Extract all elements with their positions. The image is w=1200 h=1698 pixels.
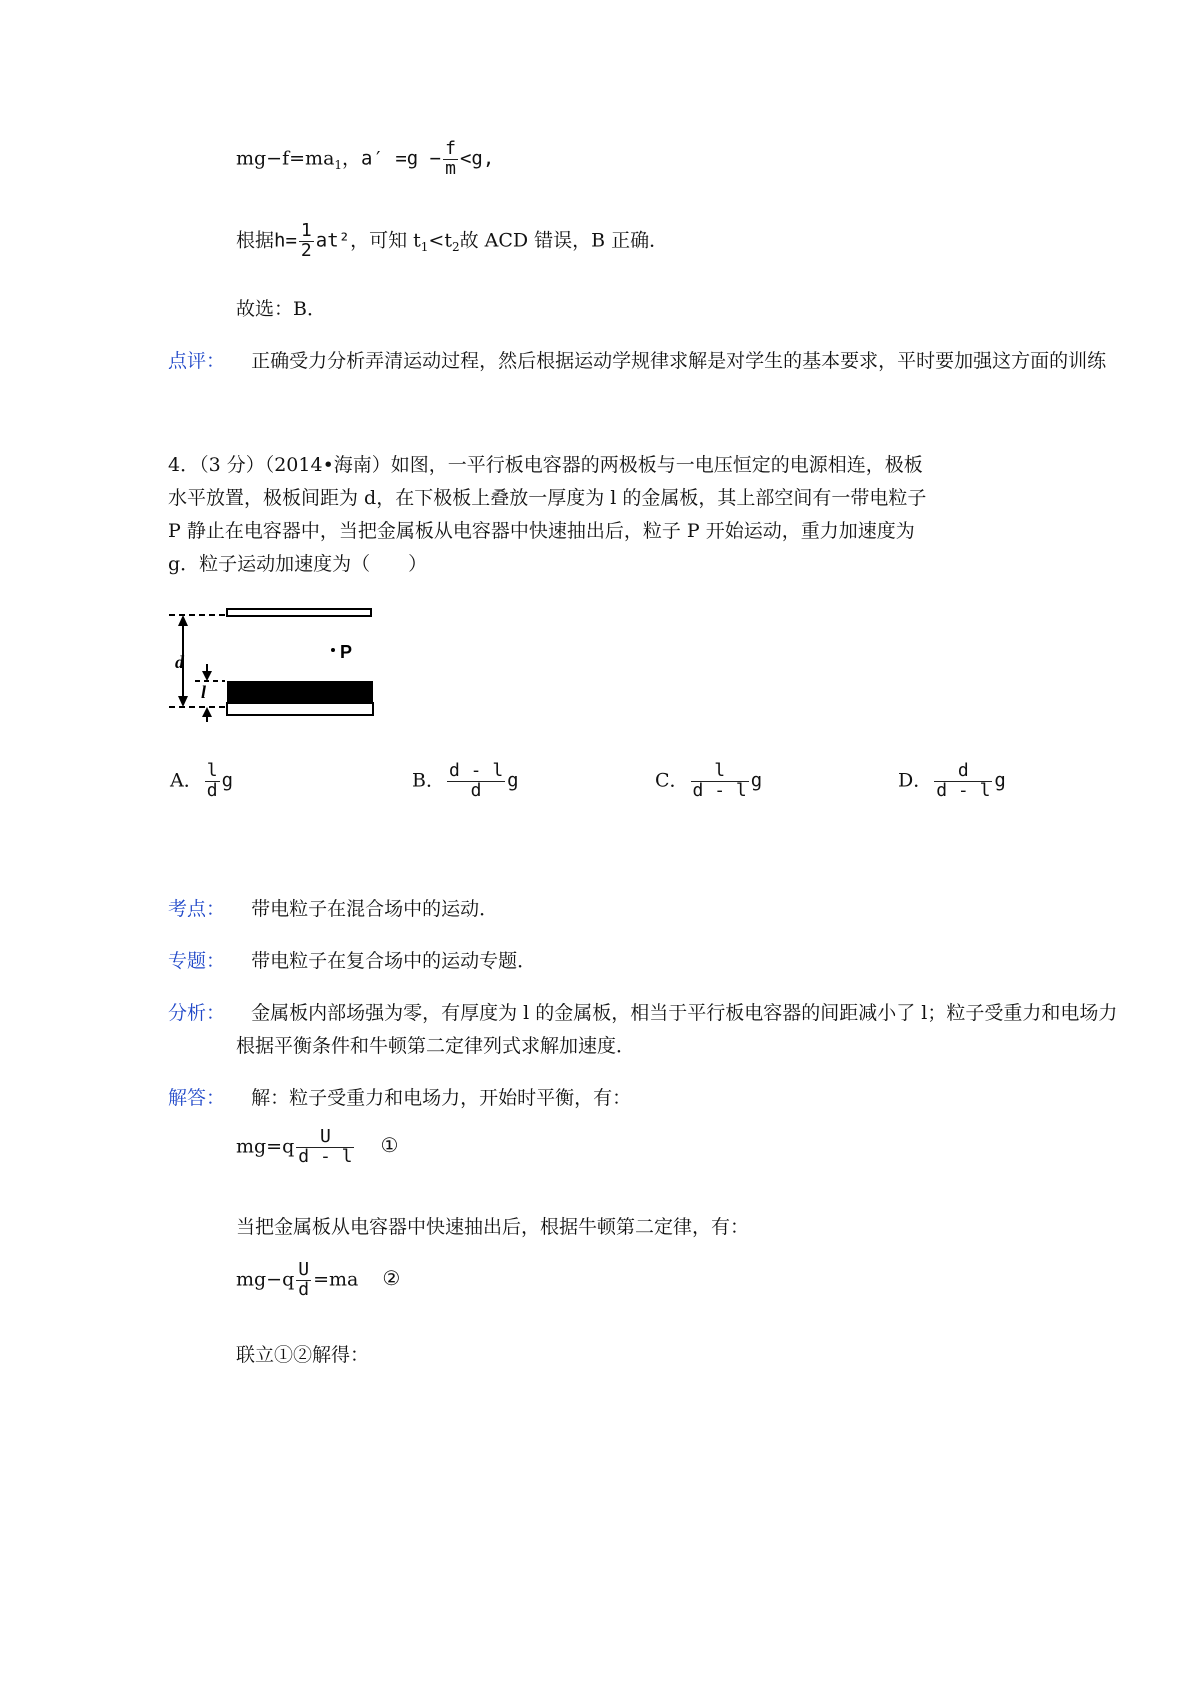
fraction-num: l: [714, 760, 726, 781]
subscript: 1: [334, 158, 343, 173]
bottom-plate: [227, 703, 373, 715]
solution-line-3: 故选：B．: [236, 298, 326, 320]
fraction-num: U: [319, 1126, 331, 1147]
fraction: [934, 762, 992, 801]
fraction: [691, 762, 749, 801]
fraction-den: d: [298, 1278, 310, 1300]
equation-mark: ②: [382, 1266, 401, 1291]
question-line: g．粒子运动加速度为（ ）: [168, 553, 428, 575]
question-line: 水平放置，极板间距为 d，在下极板上叠放一厚度为 l 的金属板，其上部空间有一带电粒子: [168, 487, 927, 509]
option-a[interactable]: [170, 762, 233, 801]
option-suffix: g: [221, 769, 234, 792]
eq-text: at²: [315, 229, 351, 252]
fraction-den: d - l: [692, 779, 747, 801]
subscript: 2: [451, 240, 460, 255]
capacitor-figure: [165, 600, 380, 725]
question-line: P 静止在电容器中，当把金属板从电容器中快速抽出后，粒子 P 开始运动，重力加速度为: [168, 520, 915, 542]
kaodian-text: 带电粒子在混合场中的运动．: [251, 898, 499, 920]
zhuanti-row: [168, 946, 536, 973]
equation-2: [236, 1261, 400, 1300]
equation-mark: ①: [380, 1133, 399, 1158]
fraction-den: 2: [300, 239, 312, 261]
comment-row: [168, 346, 1106, 373]
eq-text: =ma: [313, 1268, 359, 1291]
subscript: 1: [420, 240, 429, 255]
option-letter: A．: [170, 769, 203, 792]
text: 根据: [236, 229, 275, 252]
solution-line-1: [236, 140, 494, 179]
eq-text: ，a′ =g −: [342, 147, 442, 170]
eq-text: mg−f=ma: [236, 147, 335, 170]
fraction-den: m: [445, 157, 456, 179]
fraction-num: f: [445, 138, 456, 159]
fraction-den: d - l: [298, 1145, 353, 1167]
fraction-den: d: [447, 781, 505, 801]
fenxi-label: 分析：: [168, 1002, 226, 1024]
option-d[interactable]: [898, 762, 1006, 801]
label-p: P: [340, 642, 353, 662]
zhuanti-label: 专题：: [168, 950, 226, 972]
eq-text: mg=q: [236, 1135, 295, 1158]
text: 故 ACD 错误，B 正确．: [459, 229, 669, 252]
metal-slab: [227, 681, 373, 703]
particle-dot: [331, 648, 335, 652]
equation-1: [236, 1128, 398, 1167]
fraction: [296, 1261, 311, 1300]
text: ，可知 t: [350, 229, 421, 252]
fraction-num: d: [957, 760, 969, 781]
fraction-num: 1: [300, 220, 312, 241]
fraction-num: d - l: [448, 760, 504, 781]
option-c[interactable]: [655, 762, 762, 801]
kaodian-label: 考点：: [168, 898, 226, 920]
option-suffix: g: [507, 769, 519, 792]
arrow-down-icon: [202, 671, 212, 681]
fraction: [447, 762, 505, 801]
fenxi-text: 金属板内部场强为零，有厚度为 l 的金属板，相当于平行板电容器的间距减小了 l；粒子受重力和电场力: [251, 1002, 1118, 1024]
text: <t: [428, 229, 452, 252]
option-letter: B．: [412, 769, 445, 792]
arrow-up-icon: [178, 615, 188, 626]
label-d: d: [175, 652, 184, 672]
arrow-down-icon: [178, 696, 188, 707]
fraction-num: l: [206, 760, 218, 781]
fraction: [299, 222, 314, 261]
option-suffix: g: [750, 769, 763, 792]
jieda-line-3: 联立①②解得：: [236, 1344, 370, 1366]
option-letter: D．: [898, 769, 933, 792]
fraction: [205, 762, 220, 801]
label-l: l: [201, 682, 207, 702]
jieda-line-2: 当把金属板从电容器中快速抽出后，根据牛顿第二定律，有：: [236, 1216, 750, 1238]
fenxi-line-2: 根据平衡条件和牛顿第二定律列式求解加速度．: [236, 1035, 636, 1057]
kaodian-row: [168, 894, 498, 921]
option-b[interactable]: [412, 762, 519, 801]
fraction-den: d: [206, 779, 218, 801]
jieda-text: 解：粒子受重力和电场力，开始时平衡，有：: [251, 1087, 632, 1109]
comment-text: 正确受力分析弄清运动过程，然后根据运动学规律求解是对学生的基本要求，平时要加强这方面的训练: [251, 350, 1107, 372]
option-suffix: g: [994, 769, 1006, 792]
eq-text: mg−q: [236, 1268, 295, 1291]
solution-line-2: [236, 222, 668, 261]
comment-label: 点评：: [168, 350, 226, 372]
fraction-den: d - l: [936, 779, 991, 801]
question-line: 4．（3 分）（2014•海南）如图，一平行板电容器的两极板与一电压恒定的电源相连，极板: [168, 454, 923, 476]
jieda-row: [168, 1083, 631, 1110]
top-plate: [227, 609, 371, 616]
eq-text: h=: [274, 229, 297, 252]
eq-text: <g,: [459, 147, 495, 170]
option-letter: C．: [655, 769, 689, 792]
jieda-label: 解答：: [168, 1087, 226, 1109]
fraction: [296, 1128, 354, 1167]
fenxi-row: [168, 998, 1117, 1025]
zhuanti-text: 带电粒子在复合场中的运动专题．: [251, 950, 537, 972]
fraction: [443, 140, 458, 179]
arrow-up-icon: [202, 707, 212, 717]
fraction-num: U: [298, 1259, 310, 1280]
